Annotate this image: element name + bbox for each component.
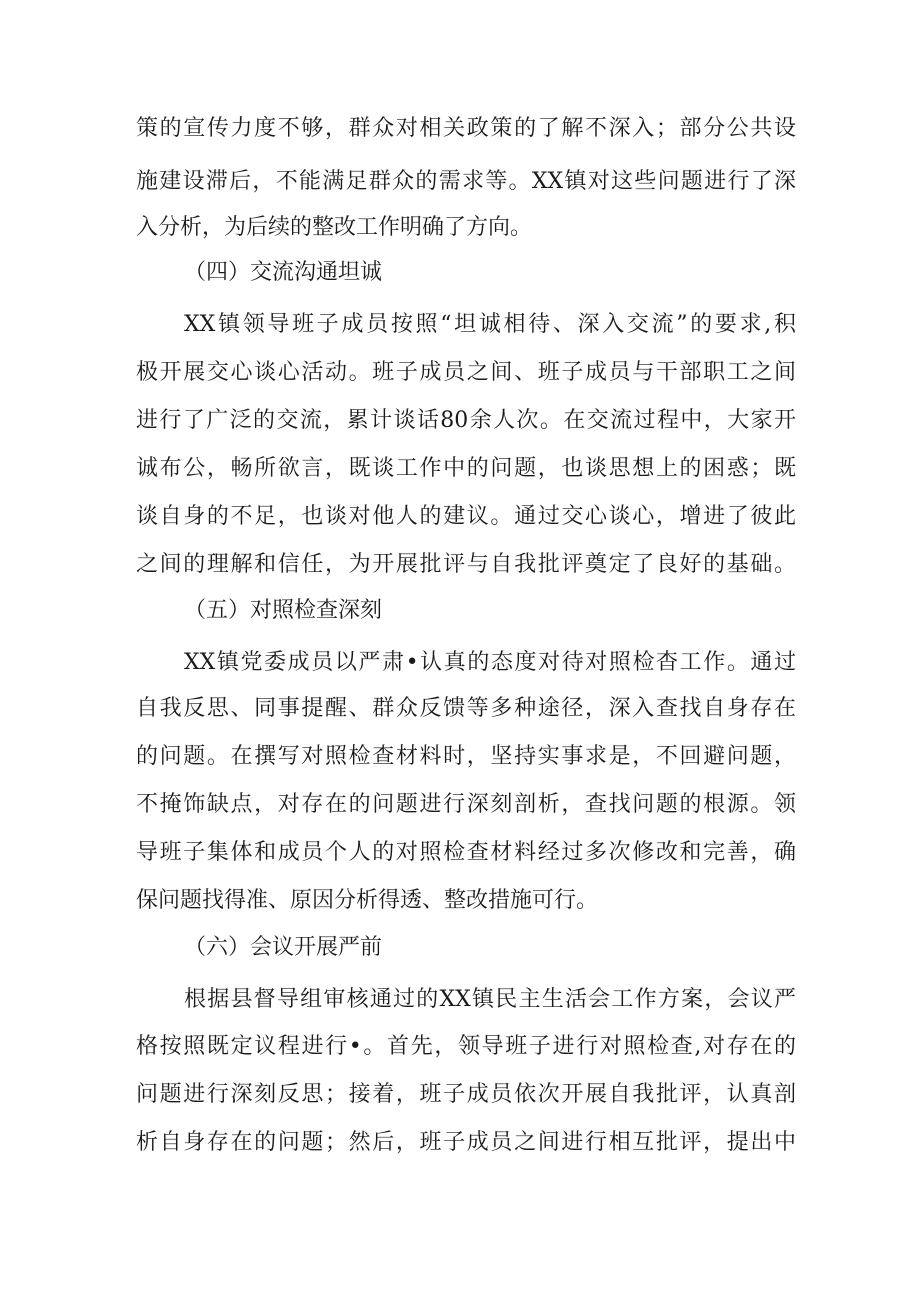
body-text-line: 导班子集体和成员个人的对照检查材料经过多次修改和完善，确 xyxy=(136,840,796,865)
body-text-line: 极开展交心谈心活动。班子成员之间、班子成员与干部职工之间 xyxy=(136,360,796,385)
body-text-line: 问题进行深刻反思；接着，班子成员依次开展自我批评，认真剖 xyxy=(136,1082,796,1107)
body-text-line: 进行了广泛的交流，累计谈话80余人次。在交流过程中，大家开 xyxy=(136,408,796,433)
body-text-line: 策的宣传力度不够，群众对相关政策的了解不深入；部分公共设 xyxy=(136,116,796,141)
body-text-line: 保问题找得准、原因分析得透、整改措施可行。 xyxy=(136,888,599,913)
body-text-line: 谈自身的不足，也谈对他人的建议。通过交心谈心，增进了彼此 xyxy=(136,504,796,529)
section-heading-5: （五）对照检查深刻 xyxy=(184,598,383,623)
body-text-line: 之间的理解和信任，为开展批评与自我批评奠定了良好的基础。 xyxy=(136,552,796,577)
body-text-line: 根据县督导组审核通过的XX镇民主生活会工作方案，会议严 xyxy=(184,987,796,1012)
section-heading-6: （六）会议开展严前 xyxy=(184,935,383,960)
body-text-line: 格按照既定议程进行•。首先，领导班子进行对照检查,对存在的 xyxy=(136,1034,796,1059)
body-text-line: XX镇党委成员以严肃•认真的态度对待对照检杳工作。通过 xyxy=(184,650,796,675)
body-text-line: 诚布公，畅所欲言，既谈工作中的问题，也谈思想上的困惑；既 xyxy=(136,456,796,481)
body-text-line: 自我反思、同事提醒、群众反馈等多种途径，深入查找自身存在 xyxy=(136,696,796,721)
section-heading-4: （四）交流沟通坦诚 xyxy=(184,260,383,285)
body-text-line: 的问题。在撰写对照检查材料时，坚持实事求是，不回避问题， xyxy=(136,744,796,769)
body-text-line: 不掩饰缺点，对存在的问题进行深刻剖析，查找问题的根源。领 xyxy=(136,792,796,817)
body-text-line: XX镇领导班子成员按照“坦诚相待、深入交流”的要求,积 xyxy=(184,312,796,337)
body-text-line: 施建设滞后，不能满足群众的需求等。XX镇对这些问题进行了深 xyxy=(136,169,796,194)
body-text-line: 析自身存在的问题；然后，班子成员之间进行相互批评，提出中 xyxy=(136,1130,796,1155)
body-text-line: 入分析，为后续的整改工作明确了方向。 xyxy=(136,215,533,240)
